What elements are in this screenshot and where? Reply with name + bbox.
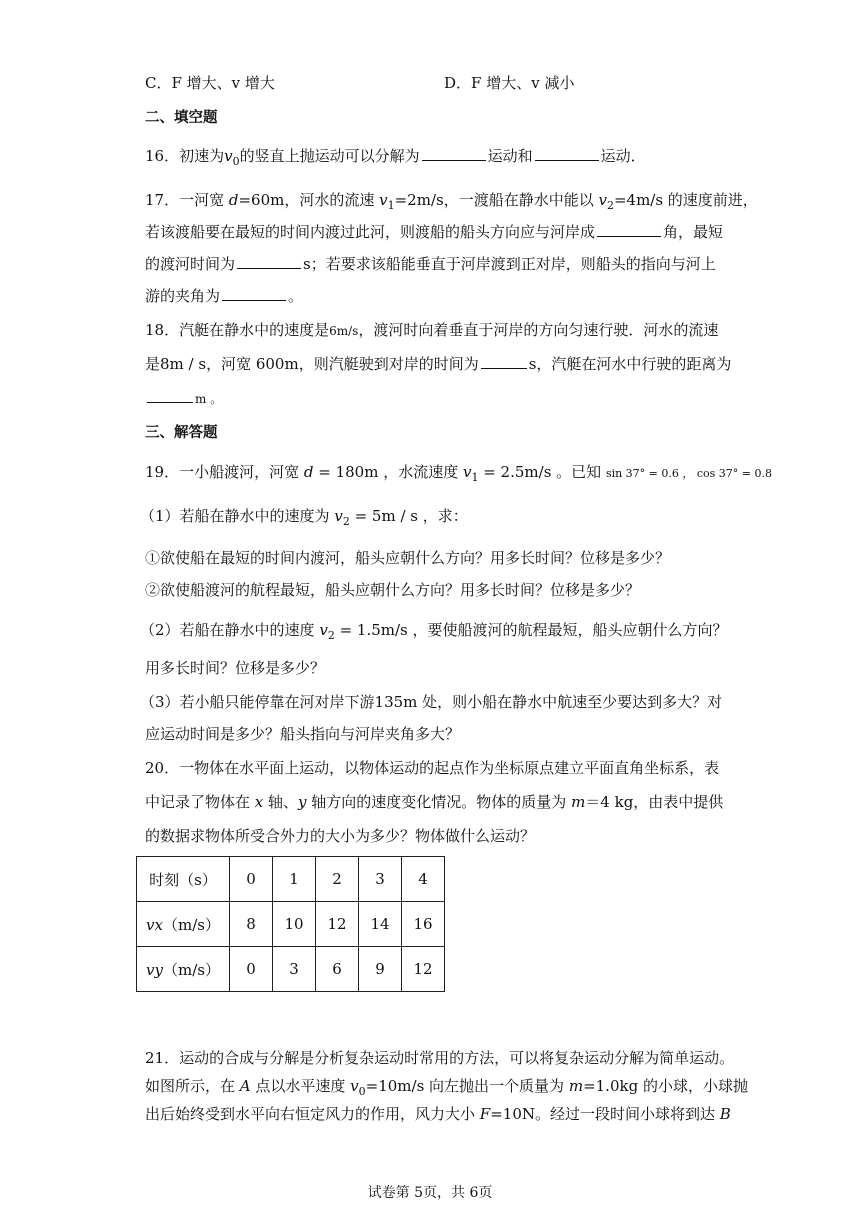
question-19-part-3: （3）若小船只能停靠在河对岸下游135m 处，则小船在静水中航速至少要达到多大？对 <box>140 693 723 711</box>
table-cell: 8 <box>230 902 273 947</box>
velocity-table <box>136 856 445 992</box>
table-cell: 0 <box>230 947 273 992</box>
question-19-part-1-i: ①欲使船在最短的时间内渡河，船头应朝什么方向？用多长时间？位移是多少？ <box>145 549 671 567</box>
answer-blank[interactable] <box>597 221 661 237</box>
answer-blank[interactable] <box>147 387 193 403</box>
question-17-line-1: 17．一河宽 d=60m，河水的流速 $v_1=2m/s$，一渡船在静水中能以 $v_2=4m/s$ 的速度前进， <box>145 191 758 212</box>
question-21-line-2: 如图所示，在 A 点以水平速度 $v_0=10m/s$ 向左抛出一个质量为 m=1.0kg 的小球，小球抛 <box>145 1077 748 1098</box>
table-header-cell: vx（m/s） <box>137 902 230 947</box>
table-cell: 3 <box>273 947 316 992</box>
table-cell: 0 <box>230 857 273 902</box>
answer-blank[interactable] <box>535 145 599 161</box>
table-cell: 2 <box>316 857 359 902</box>
option-c: C．F 增大、v 增大 <box>145 74 275 92</box>
question-19-part-2-cont: 用多长时间？位移是多少？ <box>145 659 326 677</box>
table-cell: 3 <box>359 857 402 902</box>
question-18-line-1: 18．汽艇在静水中的速度是6m/s，渡河时向着垂直于河岸的方向匀速行驶．河水的流速 <box>145 321 719 339</box>
table-cell: 6 <box>316 947 359 992</box>
table-row <box>137 947 445 992</box>
section-heading-fill-blank: 二、填空题 <box>145 110 218 126</box>
question-19-part-2: （2）若船在静水中的速度 $v_2 = 1.5m/s$ ，要使船渡河的航程最短，船头应朝什么方向？ <box>140 621 728 642</box>
question-19-part-1-ii: ②欲使船渡河的航程最短，船头应朝什么方向？用多长时间？位移是多少？ <box>145 581 641 599</box>
question-16: 16．初速为$v_0$的竖直上抛运动可以分解为 运动和 运动． <box>145 147 646 168</box>
question-19-part-3-cont: 应运动时间是多少？船头指向与河岸夹角多大？ <box>145 725 461 743</box>
answer-blank[interactable] <box>481 353 527 369</box>
table-cell: 14 <box>359 902 402 947</box>
answer-blank[interactable] <box>237 253 301 269</box>
table-cell: 4 <box>402 857 445 902</box>
section-heading-answer: 三、解答题 <box>145 425 218 441</box>
answer-blank[interactable] <box>222 285 286 301</box>
table-header-cell: vy（m/s） <box>137 947 230 992</box>
table-cell: 12 <box>402 947 445 992</box>
table-row <box>137 902 445 947</box>
question-21-line-1: 21．运动的合成与分解是分析复杂运动时常用的方法，可以将复杂运动分解为简单运动。 <box>145 1049 735 1067</box>
question-18-line-3: m 。 <box>145 387 222 410</box>
question-20-line-3: 的数据求物体所受合外力的大小为多少？物体做什么运动？ <box>145 827 536 845</box>
table-cell: 10 <box>273 902 316 947</box>
answer-blank[interactable] <box>422 145 486 161</box>
table-cell: 9 <box>359 947 402 992</box>
question-21-line-3: 出后始终受到水平向右恒定风力的作用，风力大小 F=10N。经过一段时间小球将到达 B <box>145 1105 731 1123</box>
option-d: D．F 增大、v 减小 <box>444 74 575 92</box>
question-19-part-1: （1）若船在静水中的速度为 $v_2 = 5m / s$ ，求： <box>140 507 468 528</box>
question-17-line-3: 的渡河时间为 s；若要求该船能垂直于河岸渡到正对岸，则船头的指向与河上 <box>145 255 716 273</box>
page-footer: 试卷第 5页，共 6页 <box>367 1185 493 1201</box>
table-cell: 1 <box>273 857 316 902</box>
question-17-line-2: 若该渡船要在最短的时间内渡过此河，则渡船的船头方向应与河岸成 角，最短 <box>145 223 724 241</box>
table-cell: 12 <box>316 902 359 947</box>
question-19-line-1: 19．一小船渡河，河宽 d = 180m ，水流速度 $v_1 = 2.5m/s$ 。已知 sin 37° = 0.6 ， cos 37° = 0.8 <box>145 463 773 484</box>
table-header-cell: 时刻（s） <box>137 857 230 902</box>
question-18-line-2: 是8m / s，河宽 600m，则汽艇驶到对岸的时间为 s，汽艇在河水中行驶的距离为 <box>145 355 732 373</box>
question-17-line-4: 游的夹角为 。 <box>145 287 304 305</box>
table-cell: 16 <box>402 902 445 947</box>
question-20-line-1: 20．一物体在水平面上运动，以物体运动的起点作为坐标原点建立平面直角坐标系，表 <box>145 759 720 777</box>
question-20-line-2: 中记录了物体在 x 轴、y 轴方向的速度变化情况。物体的质量为 m＝4 kg，由表中提供 <box>145 793 724 811</box>
table-row <box>137 857 445 902</box>
